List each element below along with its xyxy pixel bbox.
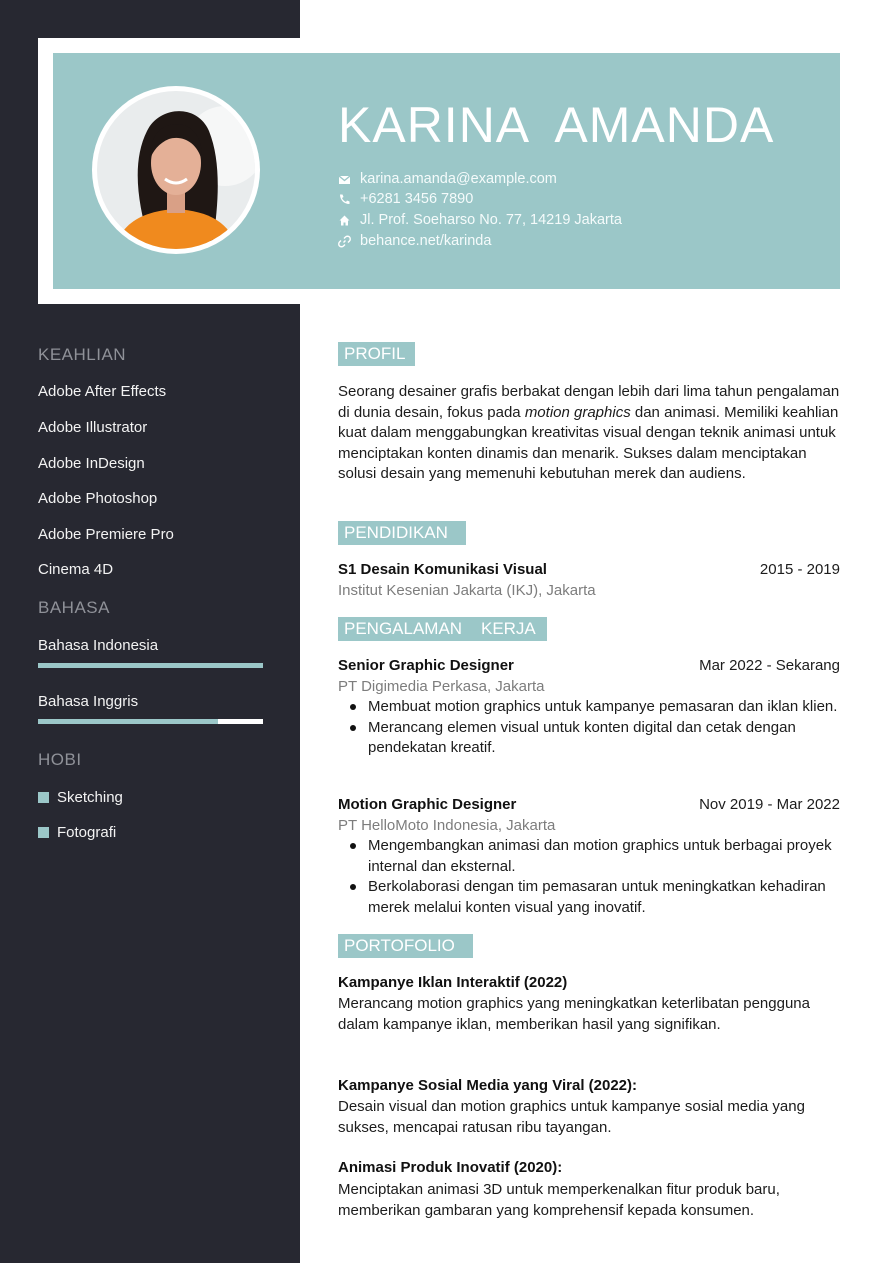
portfolio-item-text: Menciptakan animasi 3D untuk memperkenalkan fitur produk baru, memberikan gambaran yang komprehensif kepada konsumen. bbox=[338, 1181, 780, 1219]
skill-item: Adobe Premiere Pro bbox=[38, 526, 174, 543]
profile-photo-frame bbox=[92, 86, 260, 254]
profile-section-title: PROFIL bbox=[338, 342, 415, 366]
list-item: Berkolaborasi dengan tim pemasaran untuk meningkatkan kehadiran merek melalui konten visual yang inovatif. bbox=[338, 877, 840, 918]
experience-section-title: PENGALAMAN KERJA bbox=[338, 617, 547, 641]
contact-phone[interactable] bbox=[338, 191, 473, 207]
portfolio-item-title: Kampanye Sosial Media yang Viral (2022): bbox=[338, 1077, 638, 1094]
skill-item: Adobe Illustrator bbox=[38, 419, 148, 436]
contact-website-text: behance.net/karinda bbox=[360, 233, 492, 249]
hobby-label: Fotografi bbox=[57, 824, 117, 841]
contact-address bbox=[338, 212, 622, 228]
job-role: Motion Graphic Designer bbox=[338, 796, 517, 813]
mail-icon bbox=[338, 173, 351, 186]
contact-phone-text: +6281 3456 7890 bbox=[360, 191, 474, 207]
contact-website[interactable] bbox=[338, 233, 491, 249]
language-name: Bahasa Indonesia bbox=[38, 637, 159, 654]
portfolio-item-title: Kampanye Iklan Interaktif (2022) bbox=[338, 974, 568, 991]
portfolio-item-title: Animasi Produk Inovatif (2020): bbox=[338, 1159, 563, 1176]
list-item: Membuat motion graphics untuk kampanye pemasaran dan iklan klien. bbox=[338, 697, 840, 718]
hobby-item bbox=[38, 824, 116, 841]
language-level-bar bbox=[38, 663, 263, 668]
language-level-fill bbox=[38, 663, 263, 668]
bullet-square-icon bbox=[38, 827, 49, 838]
education-section-title: PENDIDIKAN bbox=[338, 521, 466, 545]
profile-text: Seorang desainer grafis berbakat dengan lebih dari lima tahun pengalaman di dunia desain, fokus pada motion graphics dan animasi. Memiliki keahlian kuat dalam menggabungkan kreativitas visual dengan teknik animasi untuk menciptakan konten dinamis dan menarik. Sukses dalam menciptakan solusi desain yang memenuhi kebutuhan merek dan audiens. bbox=[338, 383, 840, 482]
skill-item: Adobe After Effects bbox=[38, 383, 167, 400]
language-level-bar bbox=[38, 719, 263, 724]
education-row bbox=[338, 561, 840, 578]
skill-item: Adobe Photoshop bbox=[38, 490, 158, 507]
bullet-square-icon bbox=[38, 792, 49, 803]
skill-item: Adobe InDesign bbox=[38, 455, 145, 472]
job-company: PT HelloMoto Indonesia, Jakarta bbox=[338, 817, 556, 834]
education-years: 2015 - 2019 bbox=[759, 561, 840, 578]
job-bullets bbox=[338, 697, 840, 759]
hobby-item bbox=[38, 789, 123, 806]
job-bullets bbox=[338, 836, 840, 918]
job-period: Nov 2019 - Mar 2022 bbox=[699, 796, 840, 813]
hobbies-title: HOBI bbox=[38, 750, 82, 769]
portfolio-section-title: PORTOFOLIO bbox=[338, 934, 473, 958]
school: Institut Kesenian Jakarta (IKJ), Jakarta bbox=[338, 582, 596, 599]
job-company: PT Digimedia Perkasa, Jakarta bbox=[338, 678, 545, 695]
home-icon bbox=[338, 214, 351, 227]
candidate-name: KARINA AMANDA bbox=[338, 97, 775, 153]
skills-title: KEAHLIAN bbox=[38, 345, 127, 364]
contact-email[interactable] bbox=[338, 171, 557, 187]
portfolio-item-text: Desain visual dan motion graphics untuk kampanye sosial media yang sukses, mencapai ratusan ribu tayangan. bbox=[338, 1098, 805, 1136]
skill-item: Cinema 4D bbox=[38, 561, 114, 578]
language-level-fill bbox=[38, 719, 218, 724]
languages-title: BAHASA bbox=[38, 598, 110, 617]
job-period: Mar 2022 - Sekarang bbox=[699, 657, 840, 674]
job-header bbox=[338, 796, 840, 813]
contact-email-text: karina.amanda@example.com bbox=[360, 171, 557, 187]
language-name: Bahasa Inggris bbox=[38, 693, 139, 710]
list-item: Mengembangkan animasi dan motion graphics untuk berbagai proyek internal dan eksternal. bbox=[338, 836, 840, 877]
link-icon bbox=[338, 235, 351, 248]
profile-photo bbox=[97, 91, 255, 249]
phone-icon bbox=[338, 193, 351, 206]
list-item: Merancang elemen visual untuk konten digital dan cetak dengan pendekatan kreatif. bbox=[338, 718, 840, 759]
portfolio-item-text: Merancang motion graphics yang meningkatkan keterlibatan pengguna dalam kampanye iklan, memberikan hasil yang signifikan. bbox=[338, 995, 810, 1033]
hobby-label: Sketching bbox=[57, 789, 123, 806]
contact-address-text: Jl. Prof. Soeharso No. 77, 14219 Jakarta bbox=[360, 212, 622, 228]
job-header bbox=[338, 657, 840, 674]
degree: S1 Desain Komunikasi Visual bbox=[338, 561, 547, 578]
job-role: Senior Graphic Designer bbox=[338, 657, 514, 674]
